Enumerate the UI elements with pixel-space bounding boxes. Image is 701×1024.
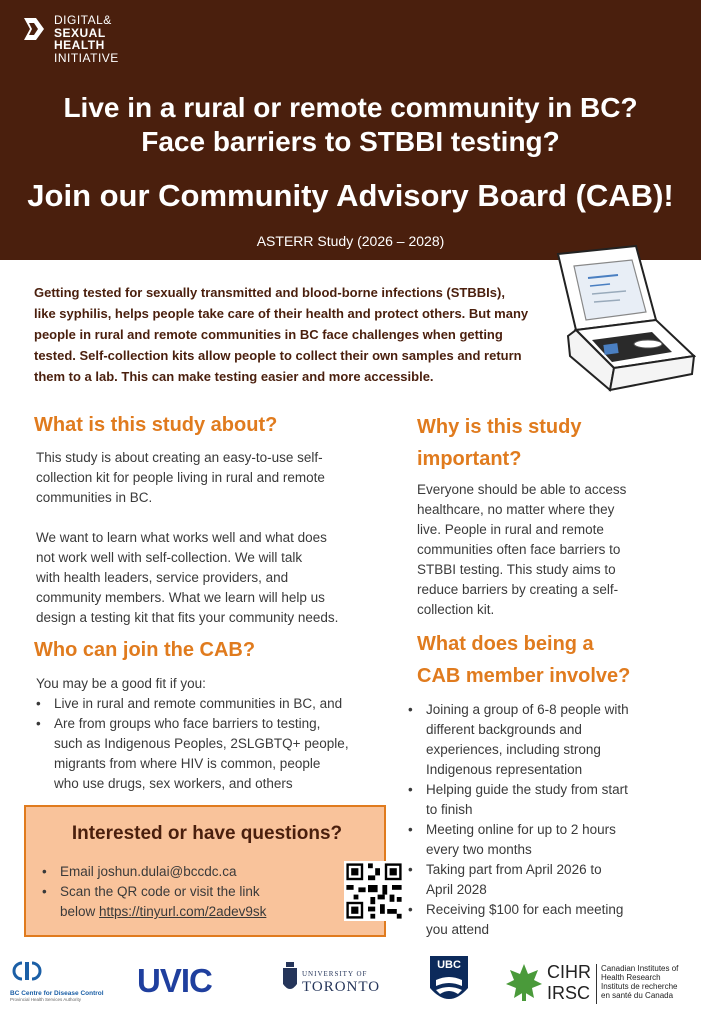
logo-line-health: HEALTH: [54, 38, 105, 52]
contact-title: Interested or have questions?: [71, 823, 343, 844]
why-body: Everyone should be able to access healthcare, no matter where they live. People in rural and remote communities often face barriers to STBBI testing. This study aims to reduce barriers by creating a self- collection kit.: [417, 482, 627, 617]
bccdc-mark-icon: [10, 960, 44, 982]
uvic-logo: UVIC: [137, 962, 212, 999]
member-title: What does being a CAB member involve?: [417, 633, 631, 687]
about-body: This study is about creating an easy-to-use self- collection kit for people living in rural and remote communities in BC. We want to learn what works well and what does not work well with self-collection. We will talk with health leaders, service providers, and community members. What we learn will help us design a testing kit that fits your community needs.: [36, 450, 339, 625]
scan-item: • Scan the QR code or visit the link below https://tinyurl.com/2adev9sk: [38, 882, 338, 922]
about-title: What is this study about?: [34, 414, 278, 436]
bccdc-logo: BC Centre for Disease Control Provincial Health Services Authority: [10, 960, 120, 1002]
who-item: • Live in rural and remote communities in BC, and: [32, 694, 381, 714]
tinyurl-link[interactable]: https://tinyurl.com/2adev9sk: [99, 904, 267, 919]
member-item: • Taking part from April 2026 to April 2028: [404, 860, 694, 900]
cihr-leaf-icon: [505, 962, 543, 1002]
contact-list: [38, 862, 338, 922]
who-title: Who can join the CAB?: [34, 639, 256, 661]
dshi-logo: [22, 14, 119, 64]
member-item: • Meeting online for up to 2 hours every two months: [404, 820, 694, 860]
partner-logos: BC Centre for Disease Control Provincial Health Services Authority UVIC UNIVERSITY OF TORONTO UBC CIHR IRSC Canadian Institutes of Health Research Instituts de recherche en santé du Canada: [0, 950, 701, 1024]
qr-code[interactable]: [344, 861, 404, 921]
who-item: • Are from groups who face barriers to testing, such as Indigenous Peoples, 2SLGBTQ+ people, migrants from where HIV is common, people who use drugs, sex workers, and others: [32, 714, 381, 794]
headline-join-cab: Join our Community Advisory Board (CAB)!: [27, 178, 674, 213]
email-item[interactable]: • Email joshun.dulai@bccdc.ca: [38, 862, 338, 882]
logo-line-sexual: SEXUAL: [54, 25, 106, 40]
ubc-logo: UBC: [428, 954, 470, 1012]
logo-line-initiative: INITIATIVE: [54, 50, 119, 65]
why-title: Why is this study important?: [417, 416, 582, 470]
uoft-crest-icon: [282, 962, 298, 998]
contact-box: [24, 805, 386, 937]
member-body: [404, 700, 694, 940]
member-item: • Joining a group of 6-8 people with different backgrounds and experiences, including strong Indigenous representation: [404, 700, 694, 780]
logo-ampersand: &: [103, 13, 112, 27]
cihr-divider: [596, 964, 597, 1004]
study-dates: ASTERR Study (2026 – 2028): [256, 233, 445, 249]
cihr-logo: CIHR IRSC Canadian Institutes of Health Research Instituts de recherche en santé du Canada: [505, 960, 695, 1010]
who-body: You may be a good fit if you: • Live in rural and remote communities in BC, and • Are from groups who face barriers to testing, such as Indigenous Peoples, 2SLGBTQ+ people, migrants from where HIV is common, people who use drugs, sex workers, and others: [36, 674, 381, 794]
intro-paragraph: Getting tested for sexually transmitted and blood-borne infections (STBBIs), like syphilis, helps people take care of their health and protect others. But many people in rural and remote communities in BC face challenges when getting tested. Self-collection kits allow people to collect their own samples and return them to a lab. This can make testing easier and more accessible.: [34, 285, 529, 384]
member-item: • Helping guide the study from start to finish: [404, 780, 694, 820]
header-banner: [0, 0, 701, 260]
dshi-logo-icon: [22, 16, 46, 42]
self-collection-kit-illustration: [548, 244, 696, 394]
member-item: • Receiving $100 for each meeting you attend: [404, 900, 694, 940]
logo-line-digital: DIGITAL: [54, 13, 104, 27]
headline-barriers: Face barriers to STBBI testing?: [141, 126, 560, 157]
headline-rural: Live in a rural or remote community in BC?: [63, 92, 638, 123]
